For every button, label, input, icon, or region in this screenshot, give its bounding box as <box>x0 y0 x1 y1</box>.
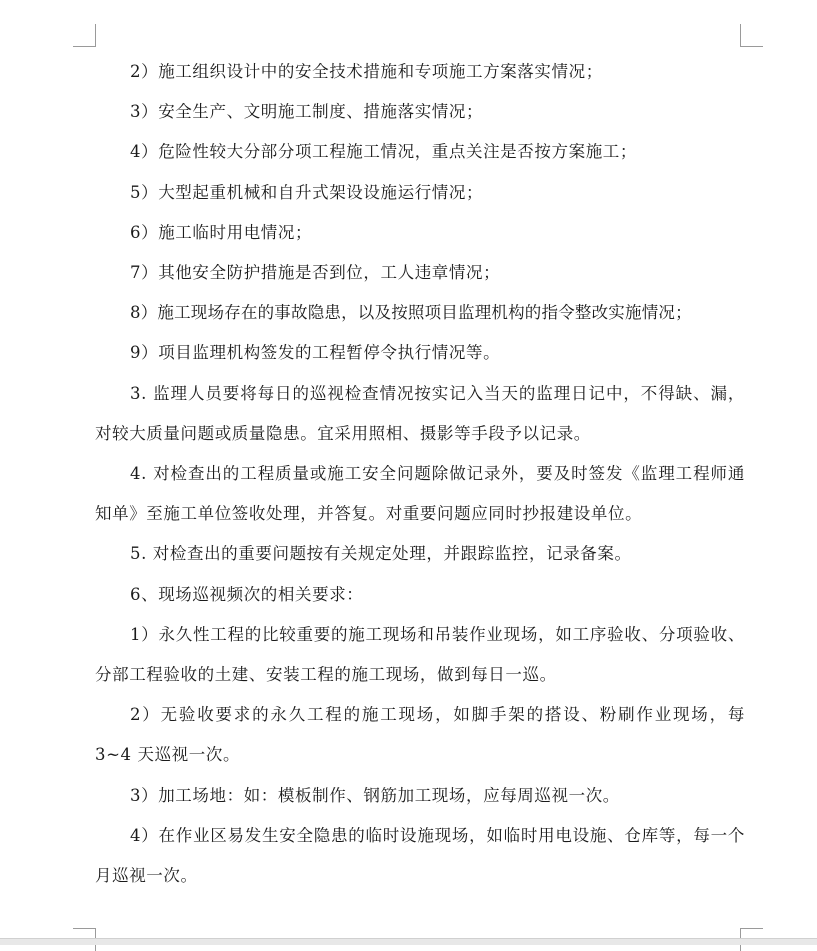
crop-mark-top-left <box>73 24 96 47</box>
paragraph-item-4: 4）危险性较大分部分项工程施工情况，重点关注是否按方案施工； <box>130 142 637 162</box>
document-body <box>95 52 745 896</box>
paragraph-frequency-2: 2）无验收要求的永久工程的施工现场，如脚手架的搭设、粉刷作业现场，每 3~4 天巡视一次。 <box>95 705 745 765</box>
paragraph-section-6: 6、现场巡视频次的相关要求： <box>130 584 364 604</box>
crop-mark-top-right <box>740 24 763 47</box>
paragraph-section-5: 5. 对检查出的重要问题按有关规定处理，并跟踪监控，记录备案。 <box>130 544 632 564</box>
paragraph-item-3: 3）安全生产、文明施工制度、措施落实情况； <box>130 102 484 122</box>
paragraph-section-4: 4. 对检查出的工程质量或施工安全问题除做记录外，要及时签发《监理工程师通知单》至施工单位签收处理，并答复。对重要问题应同时抄报建设单位。 <box>95 464 745 524</box>
paragraph-item-5: 5）大型起重机械和自升式架设设施运行情况； <box>130 182 484 202</box>
paragraph-frequency-1: 1）永久性工程的比较重要的施工现场和吊装作业现场，如工序验收、分项验收、分部工程验收的土建、安装工程的施工现场，做到每日一巡。 <box>95 624 745 685</box>
paragraph-section-3: 3. 监理人员要将每日的巡视检查情况按实记入当天的监理日记中，不得缺、漏，对较大质量问题或质量隐患。宜采用照相、摄影等手段予以记录。 <box>95 383 745 443</box>
paragraph-item-7: 7）其他安全防护措施是否到位，工人违章情况； <box>130 263 501 283</box>
paragraph-item-6: 6）施工临时用电情况； <box>130 222 313 242</box>
paragraph-item-8: 8）施工现场存在的事故隐患，以及按照项目监理机构的指令整改实施情况； <box>130 303 692 323</box>
paragraph-frequency-4: 4）在作业区易发生安全隐患的临时设施现场，如临时用电设施、仓库等，每一个月巡视一次。 <box>95 825 745 886</box>
paragraph-item-2: 2）施工组织设计中的安全技术措施和专项施工方案落实情况； <box>130 62 603 81</box>
paragraph-frequency-3: 3）加工场地：如：模板制作、钢筋加工现场，应每周巡视一次。 <box>130 785 620 805</box>
paragraph-item-9: 9）项目监理机构签发的工程暂停令执行情况等。 <box>130 343 501 363</box>
